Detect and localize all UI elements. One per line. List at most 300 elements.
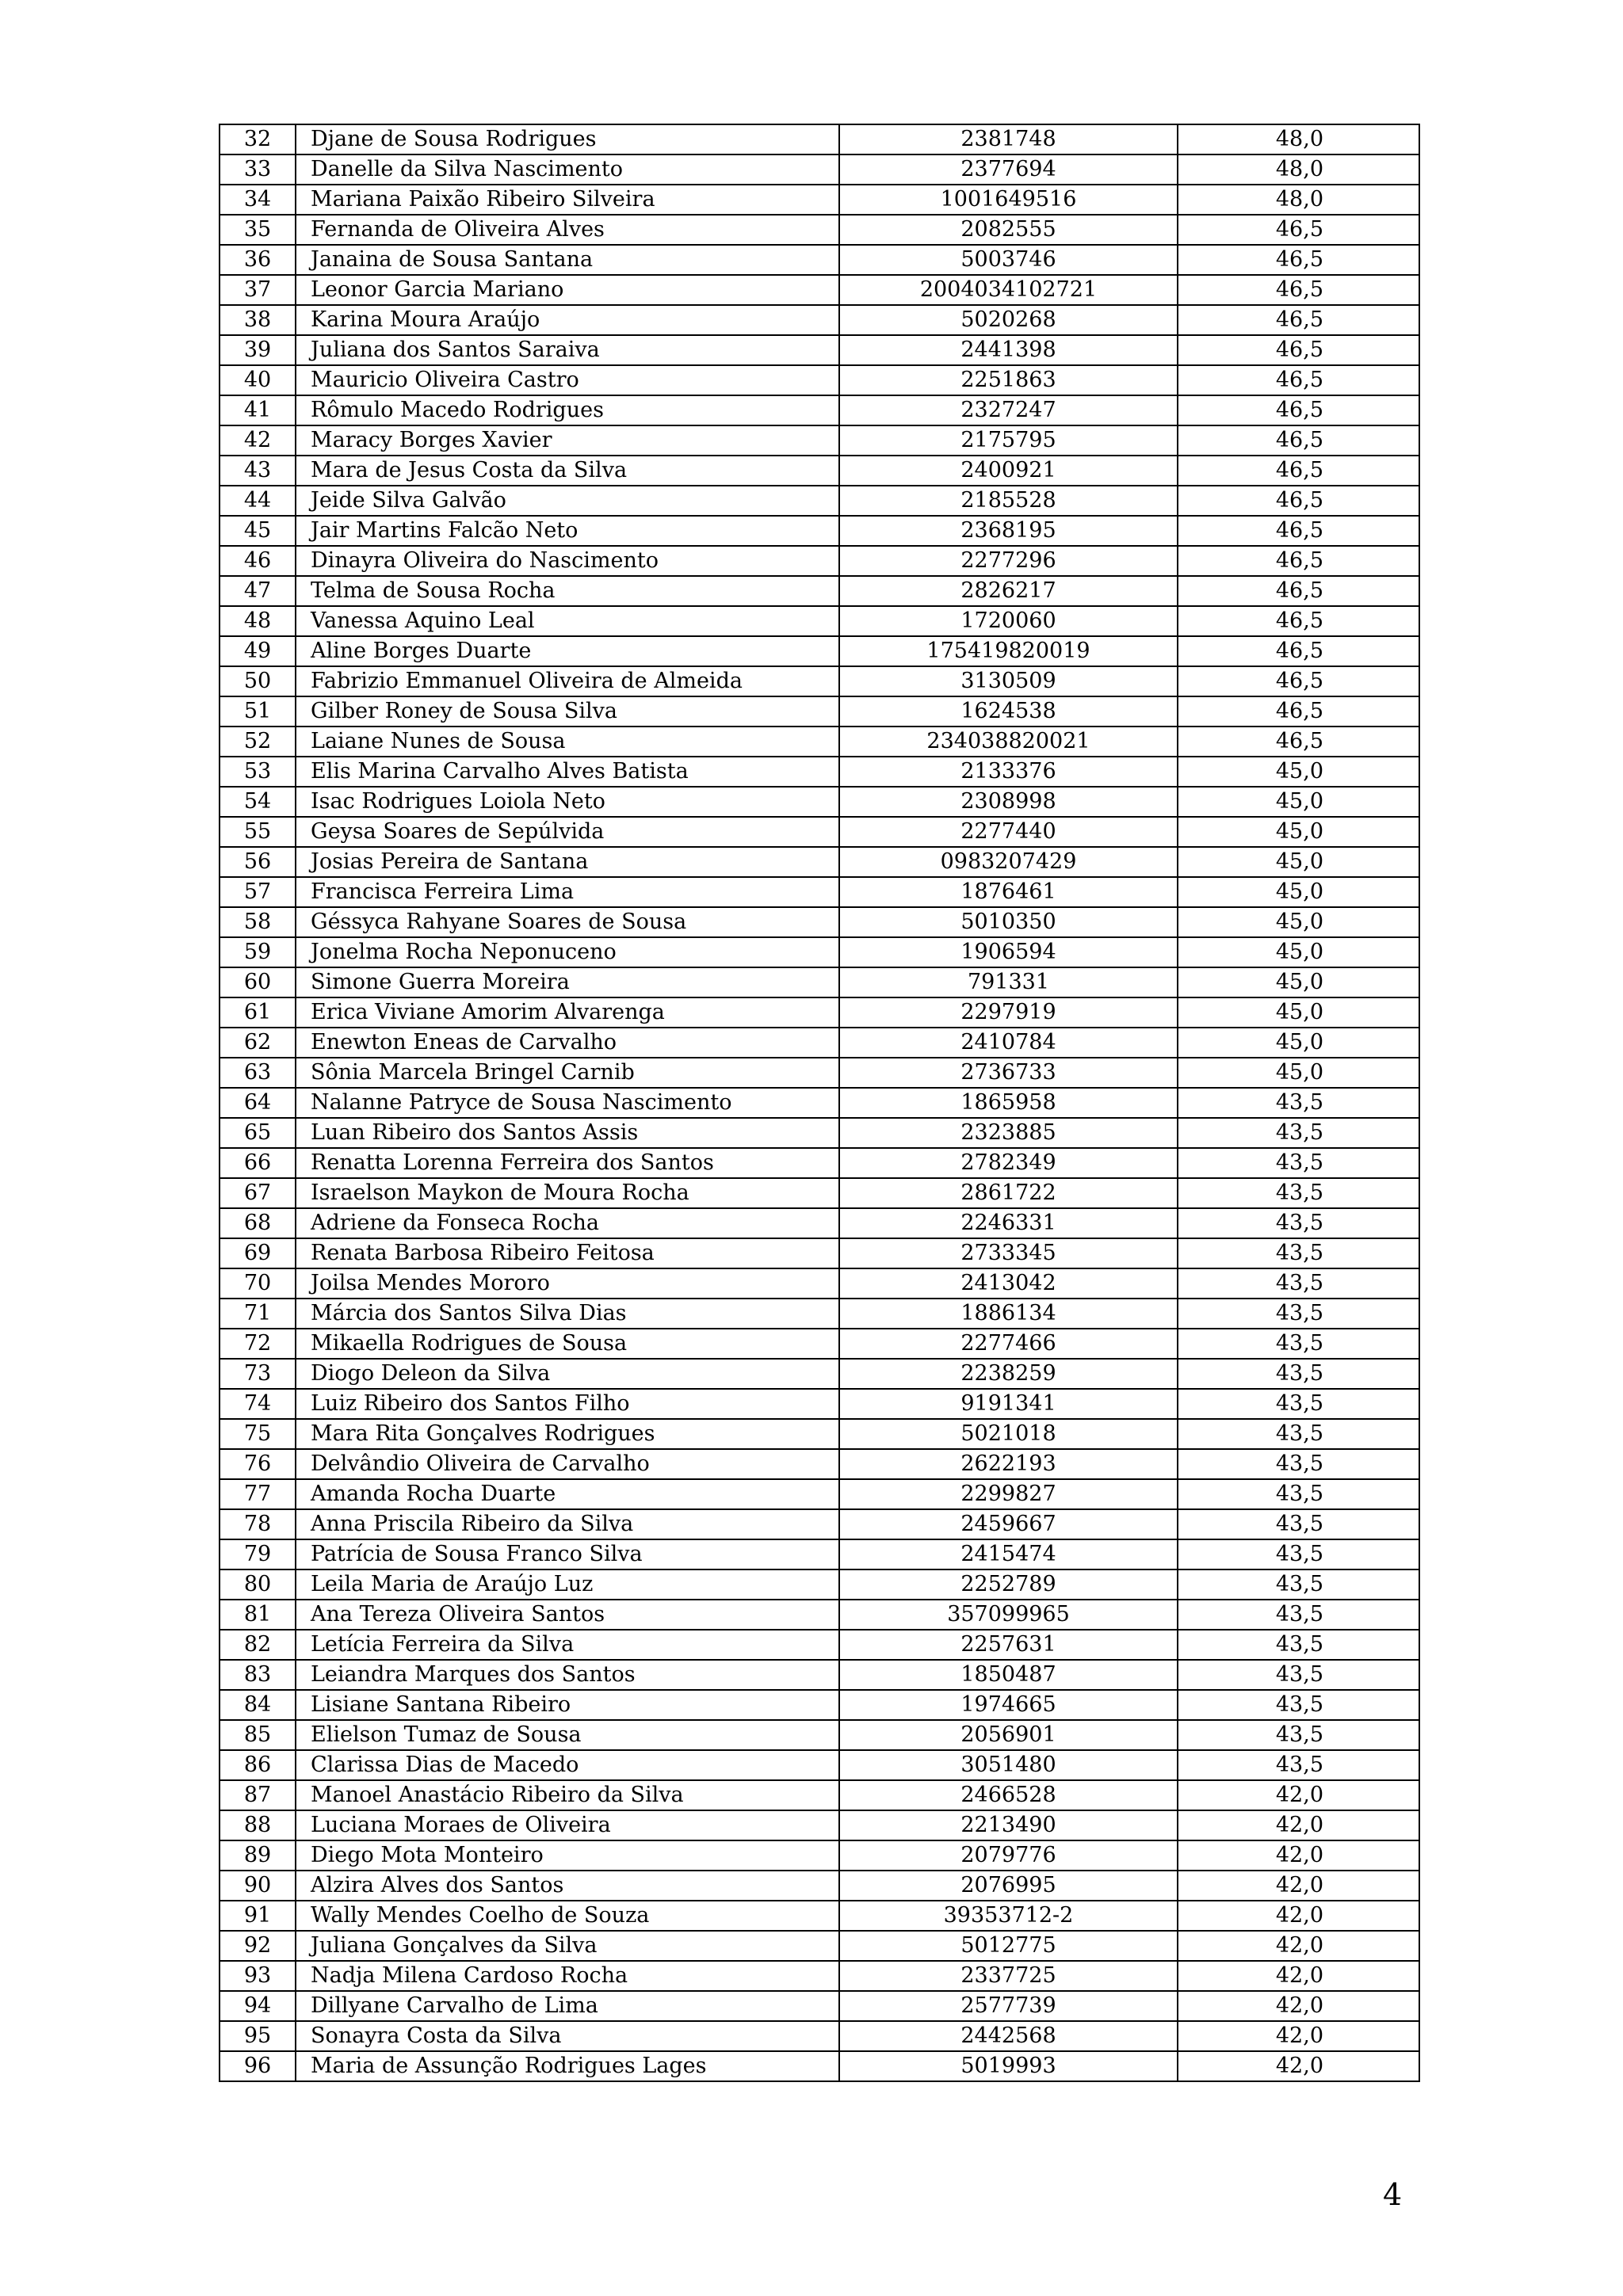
table-row: [220, 2021, 1419, 2051]
table-row: [220, 1810, 1419, 1840]
table-row: [220, 516, 1419, 546]
id-cell: 2277296: [839, 546, 1178, 576]
id-cell: 2277466: [839, 1329, 1178, 1359]
name-cell: Enewton Eneas de Carvalho: [296, 1028, 839, 1058]
name-cell: Luiz Ribeiro dos Santos Filho: [296, 1389, 839, 1419]
name-cell: Mauricio Oliveira Castro: [296, 365, 839, 395]
id-cell: 2175795: [839, 425, 1178, 456]
id-cell: 2251863: [839, 365, 1178, 395]
table-row: [220, 185, 1419, 215]
table-row: [220, 907, 1419, 937]
table-row: [220, 967, 1419, 997]
rank-cell: 55: [220, 817, 296, 847]
score-cell: 42,0: [1178, 1840, 1419, 1871]
name-cell: Patrícia de Sousa Franco Silva: [296, 1539, 839, 1569]
rank-cell: 32: [220, 124, 296, 154]
rank-cell: 74: [220, 1389, 296, 1419]
id-cell: 39353712-2: [839, 1901, 1178, 1931]
rank-cell: 50: [220, 666, 296, 696]
id-cell: 2252789: [839, 1569, 1178, 1600]
score-cell: 42,0: [1178, 2051, 1419, 2081]
name-cell: Mikaella Rodrigues de Sousa: [296, 1329, 839, 1359]
score-cell: 43,5: [1178, 1569, 1419, 1600]
id-cell: 791331: [839, 967, 1178, 997]
id-cell: 2410784: [839, 1028, 1178, 1058]
id-cell: 2441398: [839, 335, 1178, 365]
id-cell: 1974665: [839, 1690, 1178, 1720]
name-cell: Telma de Sousa Rocha: [296, 576, 839, 606]
rank-cell: 54: [220, 787, 296, 817]
name-cell: Nadja Milena Cardoso Rocha: [296, 1961, 839, 1991]
table-row: [220, 1509, 1419, 1539]
table-row: [220, 576, 1419, 606]
rank-cell: 73: [220, 1359, 296, 1389]
table-row: [220, 456, 1419, 486]
table-row: [220, 1991, 1419, 2021]
score-cell: 43,5: [1178, 1088, 1419, 1118]
table-row: [220, 1148, 1419, 1178]
name-cell: Géssyca Rahyane Soares de Sousa: [296, 907, 839, 937]
table-row: [220, 1600, 1419, 1630]
name-cell: Mara Rita Gonçalves Rodrigues: [296, 1419, 839, 1449]
name-cell: Geysa Soares de Sepúlvida: [296, 817, 839, 847]
rank-cell: 92: [220, 1931, 296, 1961]
table-row: [220, 666, 1419, 696]
score-cell: 46,5: [1178, 305, 1419, 335]
score-cell: 43,5: [1178, 1690, 1419, 1720]
name-cell: Fabrizio Emmanuel Oliveira de Almeida: [296, 666, 839, 696]
rank-cell: 89: [220, 1840, 296, 1871]
score-cell: 45,0: [1178, 907, 1419, 937]
rank-cell: 57: [220, 877, 296, 907]
table-row: [220, 787, 1419, 817]
name-cell: Simone Guerra Moreira: [296, 967, 839, 997]
score-cell: 48,0: [1178, 185, 1419, 215]
name-cell: Manoel Anastácio Ribeiro da Silva: [296, 1780, 839, 1810]
rank-cell: 53: [220, 757, 296, 787]
rank-cell: 45: [220, 516, 296, 546]
table-row: [220, 727, 1419, 757]
score-cell: 43,5: [1178, 1359, 1419, 1389]
score-cell: 43,5: [1178, 1750, 1419, 1780]
id-cell: 5010350: [839, 907, 1178, 937]
score-cell: 46,5: [1178, 576, 1419, 606]
id-cell: 2733345: [839, 1238, 1178, 1268]
id-cell: 2079776: [839, 1840, 1178, 1871]
id-cell: 1876461: [839, 877, 1178, 907]
rank-cell: 82: [220, 1630, 296, 1660]
name-cell: Elis Marina Carvalho Alves Batista: [296, 757, 839, 787]
name-cell: Djane de Sousa Rodrigues: [296, 124, 839, 154]
id-cell: 1624538: [839, 696, 1178, 727]
name-cell: Juliana dos Santos Saraiva: [296, 335, 839, 365]
id-cell: 2337725: [839, 1961, 1178, 1991]
score-cell: 45,0: [1178, 1058, 1419, 1088]
name-cell: Wally Mendes Coelho de Souza: [296, 1901, 839, 1931]
name-cell: Anna Priscila Ribeiro da Silva: [296, 1509, 839, 1539]
score-cell: 46,5: [1178, 606, 1419, 636]
table-row: [220, 1028, 1419, 1058]
rank-cell: 84: [220, 1690, 296, 1720]
score-cell: 42,0: [1178, 1931, 1419, 1961]
id-cell: 1001649516: [839, 185, 1178, 215]
table-row: [220, 937, 1419, 967]
rank-cell: 77: [220, 1479, 296, 1509]
id-cell: 2308998: [839, 787, 1178, 817]
rank-cell: 83: [220, 1660, 296, 1690]
table-row: [220, 305, 1419, 335]
name-cell: Erica Viviane Amorim Alvarenga: [296, 997, 839, 1028]
name-cell: Elielson Tumaz de Sousa: [296, 1720, 839, 1750]
table-row: [220, 1690, 1419, 1720]
table-row: [220, 1871, 1419, 1901]
name-cell: Alzira Alves dos Santos: [296, 1871, 839, 1901]
rank-cell: 81: [220, 1600, 296, 1630]
id-cell: 5021018: [839, 1419, 1178, 1449]
rank-cell: 58: [220, 907, 296, 937]
rank-cell: 75: [220, 1419, 296, 1449]
rank-cell: 48: [220, 606, 296, 636]
name-cell: Leila Maria de Araújo Luz: [296, 1569, 839, 1600]
rank-cell: 33: [220, 154, 296, 185]
name-cell: Renata Barbosa Ribeiro Feitosa: [296, 1238, 839, 1268]
score-cell: 45,0: [1178, 967, 1419, 997]
id-cell: 2736733: [839, 1058, 1178, 1088]
name-cell: Maria de Assunção Rodrigues Lages: [296, 2051, 839, 2081]
table-row: [220, 757, 1419, 787]
score-cell: 43,5: [1178, 1479, 1419, 1509]
table-row: [220, 1961, 1419, 1991]
table-row: [220, 606, 1419, 636]
id-cell: 2377694: [839, 154, 1178, 185]
id-cell: 2381748: [839, 124, 1178, 154]
id-cell: 2782349: [839, 1148, 1178, 1178]
rank-cell: 36: [220, 245, 296, 275]
table-row: [220, 1299, 1419, 1329]
table-row: [220, 1118, 1419, 1148]
name-cell: Isac Rodrigues Loiola Neto: [296, 787, 839, 817]
id-cell: 2400921: [839, 456, 1178, 486]
name-cell: Lisiane Santana Ribeiro: [296, 1690, 839, 1720]
id-cell: 234038820021: [839, 727, 1178, 757]
table-row: [220, 395, 1419, 425]
rank-cell: 96: [220, 2051, 296, 2081]
name-cell: Amanda Rocha Duarte: [296, 1479, 839, 1509]
id-cell: 2277440: [839, 817, 1178, 847]
id-cell: 2133376: [839, 757, 1178, 787]
rank-cell: 80: [220, 1569, 296, 1600]
results-table: [219, 124, 1420, 2082]
name-cell: Dinayra Oliveira do Nascimento: [296, 546, 839, 576]
id-cell: 2861722: [839, 1178, 1178, 1208]
table-row: [220, 1630, 1419, 1660]
score-cell: 45,0: [1178, 847, 1419, 877]
id-cell: 2368195: [839, 516, 1178, 546]
name-cell: Márcia dos Santos Silva Dias: [296, 1299, 839, 1329]
rank-cell: 51: [220, 696, 296, 727]
id-cell: 0983207429: [839, 847, 1178, 877]
rank-cell: 61: [220, 997, 296, 1028]
score-cell: 46,5: [1178, 456, 1419, 486]
id-cell: 2297919: [839, 997, 1178, 1028]
id-cell: 2056901: [839, 1720, 1178, 1750]
id-cell: 2577739: [839, 1991, 1178, 2021]
table-row: [220, 1238, 1419, 1268]
score-cell: 43,5: [1178, 1419, 1419, 1449]
score-cell: 45,0: [1178, 937, 1419, 967]
id-cell: 5003746: [839, 245, 1178, 275]
rank-cell: 38: [220, 305, 296, 335]
table-row: [220, 1359, 1419, 1389]
name-cell: Juliana Gonçalves da Silva: [296, 1931, 839, 1961]
rank-cell: 72: [220, 1329, 296, 1359]
rank-cell: 78: [220, 1509, 296, 1539]
id-cell: 3130509: [839, 666, 1178, 696]
table-row: [220, 215, 1419, 245]
score-cell: 46,5: [1178, 395, 1419, 425]
table-row: [220, 1840, 1419, 1871]
id-cell: 2622193: [839, 1449, 1178, 1479]
score-cell: 43,5: [1178, 1449, 1419, 1479]
score-cell: 48,0: [1178, 124, 1419, 154]
table-row: [220, 847, 1419, 877]
id-cell: 5012775: [839, 1931, 1178, 1961]
rank-cell: 94: [220, 1991, 296, 2021]
id-cell: 1720060: [839, 606, 1178, 636]
rank-cell: 44: [220, 486, 296, 516]
table-row: [220, 1901, 1419, 1931]
id-cell: 2004034102721: [839, 275, 1178, 305]
table-row: [220, 1449, 1419, 1479]
table-row: [220, 877, 1419, 907]
id-cell: 2459667: [839, 1509, 1178, 1539]
name-cell: Dillyane Carvalho de Lima: [296, 1991, 839, 2021]
score-cell: 42,0: [1178, 1901, 1419, 1931]
name-cell: Clarissa Dias de Macedo: [296, 1750, 839, 1780]
rank-cell: 70: [220, 1268, 296, 1299]
id-cell: 2415474: [839, 1539, 1178, 1569]
name-cell: Luan Ribeiro dos Santos Assis: [296, 1118, 839, 1148]
rank-cell: 42: [220, 425, 296, 456]
score-cell: 45,0: [1178, 877, 1419, 907]
table-row: [220, 1539, 1419, 1569]
rank-cell: 67: [220, 1178, 296, 1208]
rank-cell: 86: [220, 1750, 296, 1780]
score-cell: 43,5: [1178, 1329, 1419, 1359]
score-cell: 42,0: [1178, 1780, 1419, 1810]
id-cell: 3051480: [839, 1750, 1178, 1780]
rank-cell: 88: [220, 1810, 296, 1840]
score-cell: 45,0: [1178, 787, 1419, 817]
name-cell: Danelle da Silva Nascimento: [296, 154, 839, 185]
name-cell: Adriene da Fonseca Rocha: [296, 1208, 839, 1238]
rank-cell: 90: [220, 1871, 296, 1901]
score-cell: 46,5: [1178, 245, 1419, 275]
rank-cell: 63: [220, 1058, 296, 1088]
name-cell: Fernanda de Oliveira Alves: [296, 215, 839, 245]
score-cell: 42,0: [1178, 1961, 1419, 1991]
table-row: [220, 1569, 1419, 1600]
id-cell: 1906594: [839, 937, 1178, 967]
rank-cell: 35: [220, 215, 296, 245]
rank-cell: 95: [220, 2021, 296, 2051]
score-cell: 42,0: [1178, 1991, 1419, 2021]
id-cell: 2327247: [839, 395, 1178, 425]
score-cell: 42,0: [1178, 1871, 1419, 1901]
name-cell: Leonor Garcia Mariano: [296, 275, 839, 305]
rank-cell: 56: [220, 847, 296, 877]
rank-cell: 76: [220, 1449, 296, 1479]
name-cell: Vanessa Aquino Leal: [296, 606, 839, 636]
table-row: [220, 546, 1419, 576]
rank-cell: 68: [220, 1208, 296, 1238]
id-cell: 2466528: [839, 1780, 1178, 1810]
name-cell: Leiandra Marques dos Santos: [296, 1660, 839, 1690]
score-cell: 46,5: [1178, 335, 1419, 365]
name-cell: Joilsa Mendes Mororo: [296, 1268, 839, 1299]
id-cell: 5020268: [839, 305, 1178, 335]
rank-cell: 62: [220, 1028, 296, 1058]
table-row: [220, 486, 1419, 516]
table-row: [220, 335, 1419, 365]
id-cell: 357099965: [839, 1600, 1178, 1630]
score-cell: 43,5: [1178, 1118, 1419, 1148]
name-cell: Josias Pereira de Santana: [296, 847, 839, 877]
rank-cell: 43: [220, 456, 296, 486]
score-cell: 43,5: [1178, 1238, 1419, 1268]
id-cell: 2413042: [839, 1268, 1178, 1299]
name-cell: Delvândio Oliveira de Carvalho: [296, 1449, 839, 1479]
rank-cell: 52: [220, 727, 296, 757]
score-cell: 43,5: [1178, 1539, 1419, 1569]
rank-cell: 34: [220, 185, 296, 215]
score-cell: 43,5: [1178, 1600, 1419, 1630]
rank-cell: 91: [220, 1901, 296, 1931]
table-row: [220, 1660, 1419, 1690]
id-cell: 2185528: [839, 486, 1178, 516]
score-cell: 46,5: [1178, 275, 1419, 305]
table-row: [220, 1720, 1419, 1750]
name-cell: Karina Moura Araújo: [296, 305, 839, 335]
score-cell: 45,0: [1178, 757, 1419, 787]
table-row: [220, 1329, 1419, 1359]
rank-cell: 37: [220, 275, 296, 305]
score-cell: 43,5: [1178, 1660, 1419, 1690]
rank-cell: 41: [220, 395, 296, 425]
name-cell: Francisca Ferreira Lima: [296, 877, 839, 907]
score-cell: 43,5: [1178, 1299, 1419, 1329]
table-row: [220, 1780, 1419, 1810]
table-row: [220, 365, 1419, 395]
score-cell: 43,5: [1178, 1389, 1419, 1419]
score-cell: 43,5: [1178, 1509, 1419, 1539]
rank-cell: 87: [220, 1780, 296, 1810]
name-cell: Sonayra Costa da Silva: [296, 2021, 839, 2051]
id-cell: 2213490: [839, 1810, 1178, 1840]
rank-cell: 85: [220, 1720, 296, 1750]
score-cell: 48,0: [1178, 154, 1419, 185]
score-cell: 46,5: [1178, 365, 1419, 395]
id-cell: 1865958: [839, 1088, 1178, 1118]
table-row: [220, 1931, 1419, 1961]
name-cell: Maracy Borges Xavier: [296, 425, 839, 456]
score-cell: 42,0: [1178, 1810, 1419, 1840]
name-cell: Diego Mota Monteiro: [296, 1840, 839, 1871]
table-row: [220, 124, 1419, 154]
score-cell: 46,5: [1178, 546, 1419, 576]
name-cell: Renatta Lorenna Ferreira dos Santos: [296, 1148, 839, 1178]
name-cell: Ana Tereza Oliveira Santos: [296, 1600, 839, 1630]
score-cell: 46,5: [1178, 425, 1419, 456]
name-cell: Mariana Paixão Ribeiro Silveira: [296, 185, 839, 215]
rank-cell: 49: [220, 636, 296, 666]
id-cell: 2082555: [839, 215, 1178, 245]
id-cell: 2238259: [839, 1359, 1178, 1389]
page-number: 4: [1383, 2177, 1403, 2212]
rank-cell: 60: [220, 967, 296, 997]
score-cell: 43,5: [1178, 1630, 1419, 1660]
name-cell: Mara de Jesus Costa da Silva: [296, 456, 839, 486]
id-cell: 2246331: [839, 1208, 1178, 1238]
id-cell: 1886134: [839, 1299, 1178, 1329]
rank-cell: 59: [220, 937, 296, 967]
name-cell: Janaina de Sousa Santana: [296, 245, 839, 275]
table-row: [220, 425, 1419, 456]
score-cell: 45,0: [1178, 1028, 1419, 1058]
score-cell: 43,5: [1178, 1148, 1419, 1178]
table-row: [220, 1419, 1419, 1449]
rank-cell: 79: [220, 1539, 296, 1569]
table-row: [220, 245, 1419, 275]
id-cell: 2076995: [839, 1871, 1178, 1901]
table-row: [220, 1389, 1419, 1419]
score-cell: 46,5: [1178, 636, 1419, 666]
name-cell: Sônia Marcela Bringel Carnib: [296, 1058, 839, 1088]
score-cell: 43,5: [1178, 1178, 1419, 1208]
name-cell: Laiane Nunes de Sousa: [296, 727, 839, 757]
rank-cell: 47: [220, 576, 296, 606]
score-cell: 46,5: [1178, 727, 1419, 757]
rank-cell: 65: [220, 1118, 296, 1148]
table-row: [220, 1479, 1419, 1509]
rank-cell: 39: [220, 335, 296, 365]
rank-cell: 46: [220, 546, 296, 576]
table-row: [220, 1178, 1419, 1208]
name-cell: Letícia Ferreira da Silva: [296, 1630, 839, 1660]
table-row: [220, 997, 1419, 1028]
name-cell: Jeide Silva Galvão: [296, 486, 839, 516]
rank-cell: 40: [220, 365, 296, 395]
score-cell: 45,0: [1178, 817, 1419, 847]
rank-cell: 64: [220, 1088, 296, 1118]
name-cell: Nalanne Patryce de Sousa Nascimento: [296, 1088, 839, 1118]
name-cell: Jair Martins Falcão Neto: [296, 516, 839, 546]
table-row: [220, 1088, 1419, 1118]
table-row: [220, 817, 1419, 847]
id-cell: 2826217: [839, 576, 1178, 606]
rank-cell: 93: [220, 1961, 296, 1991]
score-cell: 43,5: [1178, 1268, 1419, 1299]
score-cell: 42,0: [1178, 2021, 1419, 2051]
table-row: [220, 636, 1419, 666]
name-cell: Israelson Maykon de Moura Rocha: [296, 1178, 839, 1208]
name-cell: Jonelma Rocha Neponuceno: [296, 937, 839, 967]
id-cell: 5019993: [839, 2051, 1178, 2081]
rank-cell: 71: [220, 1299, 296, 1329]
score-cell: 46,5: [1178, 486, 1419, 516]
table-row: [220, 154, 1419, 185]
score-cell: 45,0: [1178, 997, 1419, 1028]
